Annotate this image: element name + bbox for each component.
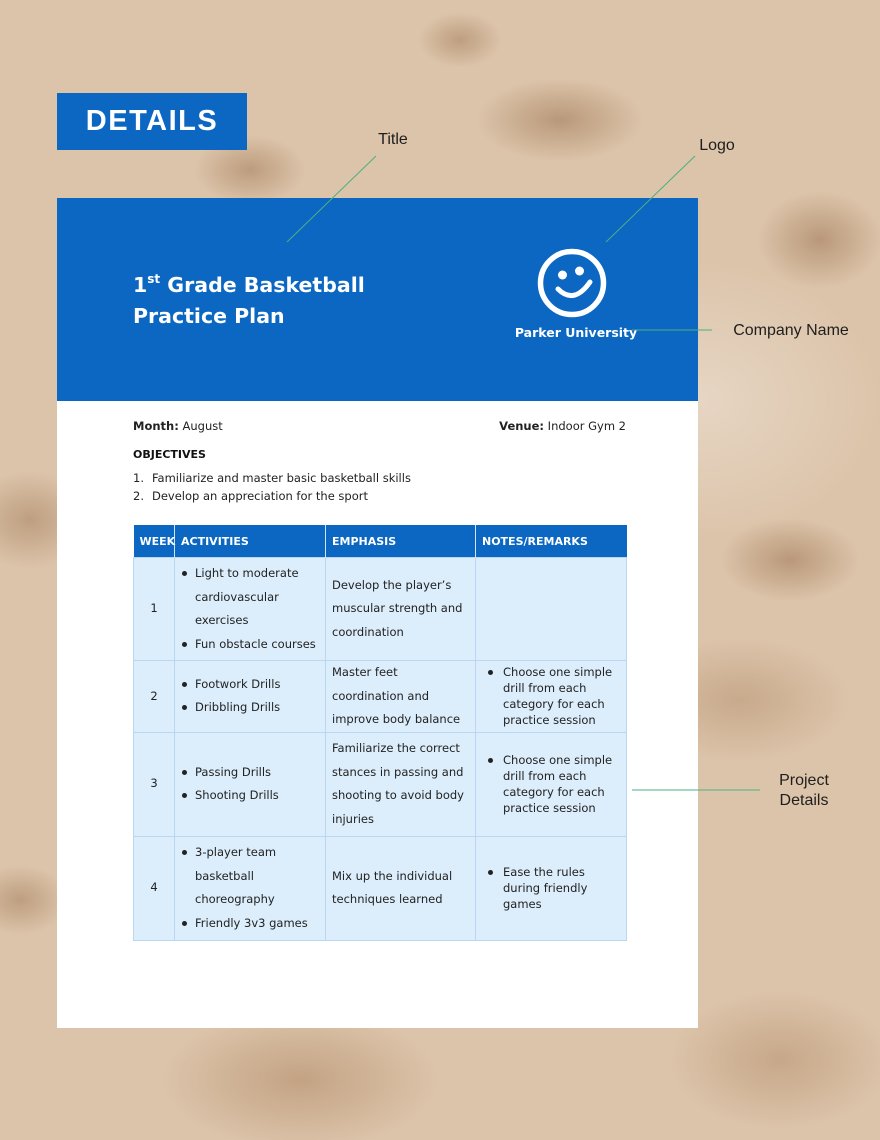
- title-rest: Grade Basketball: [160, 273, 365, 297]
- activities-cell: [175, 836, 326, 940]
- table-row: [134, 558, 627, 661]
- objective-number: 1.: [133, 471, 144, 485]
- document-title: [133, 270, 365, 332]
- title-prefix: 1: [133, 273, 148, 297]
- table-row: [134, 836, 627, 940]
- header-week: WEEK: [134, 525, 175, 558]
- activities-cell: [175, 558, 326, 661]
- venue-value: Indoor Gym 2: [547, 419, 626, 433]
- emphasis-cell: Develop the player’s muscular strength and coordination: [326, 558, 476, 661]
- objective-item: [133, 469, 411, 487]
- title-superscript: st: [147, 272, 161, 286]
- activity-item: Footwork Drills: [181, 673, 319, 697]
- objectives-heading: OBJECTIVES: [133, 448, 206, 461]
- objective-item: [133, 487, 411, 505]
- objective-text: Develop an appreciation for the sport: [152, 489, 368, 503]
- callout-logo-label: Logo: [699, 137, 735, 154]
- practice-plan-table: [133, 525, 627, 941]
- table-row: [134, 661, 627, 733]
- header-activities: ACTIVITIES: [175, 525, 326, 558]
- notes-cell: [476, 661, 627, 733]
- activity-item: Shooting Drills: [181, 784, 319, 808]
- month-value: August: [182, 419, 223, 433]
- venue-field: [499, 419, 626, 433]
- activity-item: Passing Drills: [181, 761, 319, 785]
- week-cell: 4: [134, 836, 175, 940]
- header-emphasis: EMPHASIS: [326, 525, 476, 558]
- objectives-list: [133, 469, 411, 505]
- callout-project-details-line1: Project: [779, 772, 829, 789]
- emphasis-cell: Master feet coordination and improve body balance: [326, 661, 476, 733]
- activities-cell: [175, 661, 326, 733]
- emphasis-cell: Familiarize the correct stances in passing and shooting to avoid body injuries: [326, 732, 476, 836]
- title-line2: Practice Plan: [133, 304, 285, 328]
- week-cell: 3: [134, 732, 175, 836]
- activity-item: 3-player team basketball choreography: [181, 841, 319, 912]
- callout-project-details-label: [757, 771, 851, 811]
- activity-item: Dribbling Drills: [181, 696, 319, 720]
- month-field: [133, 419, 223, 433]
- note-item: Ease the rules during friendly games: [484, 864, 620, 912]
- month-label: Month:: [133, 419, 179, 433]
- week-cell: 2: [134, 661, 175, 733]
- activity-item: Light to moderate cardiovascular exercises: [181, 562, 319, 633]
- emphasis-cell: Mix up the individual techniques learned: [326, 836, 476, 940]
- table-row: [134, 732, 627, 836]
- document-header: [57, 198, 698, 401]
- table-header-row: [134, 525, 627, 558]
- header-notes: NOTES/REMARKS: [476, 525, 627, 558]
- activity-item: Fun obstacle courses: [181, 633, 319, 657]
- objective-number: 2.: [133, 489, 144, 503]
- activities-cell: [175, 732, 326, 836]
- callout-project-details-line2: Details: [779, 792, 829, 809]
- note-item: Choose one simple drill from each category for each practice session: [484, 664, 620, 728]
- details-badge: DETAILS: [57, 93, 247, 150]
- meta-row: [133, 419, 626, 433]
- company-name: Parker University: [514, 325, 638, 340]
- venue-label: Venue:: [499, 419, 545, 433]
- notes-cell: [476, 558, 627, 661]
- callout-title-label: Title: [378, 131, 408, 148]
- activity-item: Friendly 3v3 games: [181, 912, 319, 936]
- callout-company-name-label: Company Name: [733, 322, 849, 339]
- week-cell: 1: [134, 558, 175, 661]
- document-page: [57, 198, 698, 1028]
- notes-cell: [476, 836, 627, 940]
- note-item: Choose one simple drill from each category for each practice session: [484, 752, 620, 816]
- notes-cell: [476, 732, 627, 836]
- objective-text: Familiarize and master basic basketball skills: [152, 471, 411, 485]
- smiley-face-icon: [536, 247, 608, 319]
